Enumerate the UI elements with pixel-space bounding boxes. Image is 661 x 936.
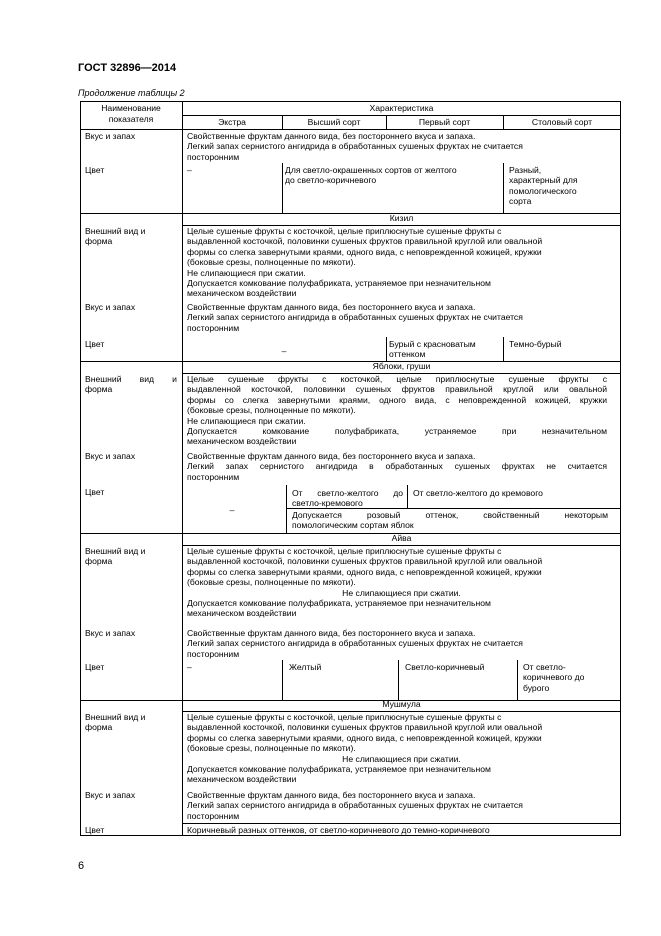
indicator-label: Цвет (85, 487, 105, 497)
table-rule-horizontal (286, 508, 621, 509)
indicator-header-line: показателя (108, 114, 154, 124)
table-rule-horizontal (182, 115, 621, 116)
table-rule-horizontal (182, 823, 621, 824)
characteristic-text: помологическим сортам яблок (292, 520, 414, 531)
table-rule-vertical (407, 485, 408, 508)
characteristic-text: формы со слегка завернутыми краями, одного вида, с неповрежденной кожицей, кружки (187, 732, 542, 743)
characteristic-text: Не слипающиеся при сжатии. (342, 587, 461, 598)
table-rule-vertical (503, 337, 504, 361)
table-rule-vertical (503, 163, 504, 213)
indicator-label: Внешний вид и (85, 712, 146, 722)
grade-header: Экстра (218, 117, 246, 127)
characteristic-text: Целые сушеные фрукты с косточкой, целые приплюснутые сушеные фрукты с (187, 226, 502, 236)
indicator-label: Внешний вид и (85, 546, 146, 556)
characteristic-text: Свойственные фруктам данного вида, без постороннего вкуса и запаха. (187, 302, 476, 312)
characteristic-text: механическом воздействии (187, 436, 297, 447)
characteristic-text: Свойственные фруктам данного вида, без постороннего вкуса и запаха. (187, 628, 476, 638)
characteristic-text: выдавленной косточкой, половинки сушеных фруктов правильной круглой или овальной (187, 384, 607, 395)
page-number: 6 (78, 860, 85, 872)
characteristic-text: Светло-коричневый (405, 662, 485, 672)
indicator-header-line: Наименование (101, 103, 161, 113)
table-continuation-caption: Продолжение таблицы 2 (78, 88, 185, 98)
characteristic-text: механическом воздействии (187, 288, 297, 299)
characteristic-text: Целые сушеные фрукты с косточкой, целые приплюснутые сушеные фрукты с (187, 712, 502, 722)
grade-header: Столовый сорт (531, 117, 593, 127)
characteristic-text: Бурый с красноватым (389, 339, 476, 349)
characteristic-text: Коричневый разных оттенков, от светло-коричневого до темно-коричневого (187, 825, 490, 835)
characteristic-text: Свойственные фруктам данного вида, без постороннего вкуса и запаха. (187, 790, 476, 800)
characteristic-text: Не слипающиеся при сжатии. (187, 267, 306, 278)
characteristic-text: (боковые срезы, полноценные по мякоти). (187, 743, 356, 754)
characteristic-text: посторонним (187, 151, 240, 162)
characteristic-text: выдавленной косточкой, половинки сушеных фруктов правильной круглой или овальной (187, 722, 543, 733)
fruit-section-title: Айва (391, 533, 412, 543)
indicator-label: Внешний вид и (85, 226, 146, 236)
fruit-section-title: Мушмула (382, 699, 421, 709)
characteristic-text: формы со слегка завернутыми краями, одного вида, с неповрежденной кожицей, кружки (187, 566, 542, 577)
table-rule-vertical (517, 660, 518, 700)
indicator-label: Вкус и запах (85, 131, 136, 141)
characteristics-header: Характеристика (369, 103, 434, 113)
characteristics-table (80, 101, 621, 836)
characteristic-text: Не слипающиеся при сжатии. (342, 753, 461, 764)
characteristic-text: – (187, 165, 192, 175)
characteristic-text: характерный для (509, 175, 578, 186)
characteristic-text: Допускается комкование полуфабриката, устраняемое при незначительном (187, 598, 491, 608)
indicator-label: форма (85, 556, 113, 567)
table-rule-horizontal (80, 101, 621, 102)
characteristic-text: посторонним (187, 322, 240, 333)
characteristic-text: коричневого до (523, 672, 585, 683)
characteristic-text: Легкий запах сернистого ангидрида в обработанных сушеных фруктах не считается (187, 312, 523, 323)
characteristic-text: От светло- (523, 662, 566, 672)
characteristic-text: помологического (509, 185, 577, 196)
table-rule-horizontal (80, 129, 621, 130)
indicator-label: Цвет (85, 165, 105, 175)
indicator-label: Цвет (85, 825, 105, 835)
table-rule-vertical (282, 163, 283, 213)
characteristic-text: – (187, 662, 192, 672)
table-rule-vertical (182, 101, 183, 836)
characteristic-text: – (281, 346, 287, 356)
table-rule-vertical (286, 485, 287, 533)
grade-header: Высший сорт (307, 117, 361, 127)
characteristic-text: Не слипающиеся при сжатии. (187, 415, 306, 426)
table-rule-vertical (282, 660, 283, 700)
characteristic-text: От светло-желтого до (292, 488, 403, 498)
characteristic-text: механическом воздействии (187, 774, 297, 785)
characteristic-text: Легкий запах сернистого ангидрида в обработанных сушеных фруктах не считается (187, 461, 607, 472)
indicator-label: Цвет (85, 662, 105, 672)
table-rule-vertical (80, 101, 81, 836)
characteristic-text: Желтый (289, 662, 322, 672)
characteristic-text: оттенком (389, 349, 426, 360)
indicator-label: форма (85, 384, 113, 395)
characteristic-text: механическом воздействии (187, 608, 297, 619)
characteristic-text: выдавленной косточкой, половинки сушеных фруктов правильной круглой или овальной (187, 236, 543, 247)
characteristic-text: посторонним (187, 471, 240, 482)
table-rule-vertical (398, 660, 399, 700)
indicator-label: форма (85, 236, 113, 247)
indicator-label: Вкус и запах (85, 628, 136, 638)
grade-header: Первый сорт (418, 117, 471, 127)
characteristic-text: Целые сушеные фрукты с косточкой, целые приплюснутые сушеные фрукты с (187, 374, 607, 384)
table-rule-vertical (386, 115, 387, 129)
characteristic-text: Легкий запах сернистого ангидрида в обработанных сушеных фруктах не считается (187, 638, 523, 649)
document-title: ГОСТ 32896—2014 (78, 62, 177, 74)
table-rule-vertical (620, 101, 621, 836)
characteristic-text: формы со слегка завернутыми краями, одного вида, с неповрежденной кожицей, кружки (187, 246, 542, 257)
characteristic-text: Допускается комкование полуфабриката, устраняемое при незначительном (187, 278, 491, 288)
indicator-label: Внешний вид и (85, 374, 177, 384)
characteristic-text: Допускается комкование полуфабриката, устраняемое при незначительном (187, 426, 607, 436)
indicator-label: Вкус и запах (85, 302, 136, 312)
indicator-label: Вкус и запах (85, 451, 136, 461)
fruit-section-title: Кизил (389, 213, 414, 223)
characteristic-text: светло-кремового (292, 498, 363, 509)
characteristic-text: Допускается розовый оттенок, свойственный некоторым (292, 510, 608, 520)
characteristic-text: Для светло-окрашенных сортов от желтого (285, 165, 457, 175)
characteristic-text: (боковые срезы, полноценные по мякоти). (187, 257, 356, 268)
characteristic-text: формы со слегка завернутыми краями, одного вида, с неповрежденной кожицей, кружки (187, 394, 607, 405)
characteristic-text: (боковые срезы, полноценные по мякоти). (187, 405, 356, 416)
table-rule-vertical (503, 115, 504, 129)
characteristic-text: выдавленной косточкой, половинки сушеных фруктов правильной круглой или овальной (187, 556, 543, 567)
indicator-label: Цвет (85, 339, 105, 349)
fruit-section-title: Яблоки, груши (372, 361, 431, 371)
characteristic-text: Разный, (509, 165, 542, 175)
characteristic-text: Темно-бурый (509, 339, 562, 349)
characteristic-text: посторонним (187, 648, 240, 659)
table-rule-vertical (386, 337, 387, 361)
characteristic-text: (боковые срезы, полноценные по мякоти). (187, 577, 356, 588)
indicator-label: Вкус и запах (85, 790, 136, 800)
characteristic-text: – (229, 505, 235, 515)
indicator-label: форма (85, 722, 113, 733)
characteristic-text: Свойственные фруктам данного вида, без постороннего вкуса и запаха. (187, 131, 476, 141)
table-rule-vertical (282, 115, 283, 129)
characteristic-text: сорта (509, 196, 532, 207)
characteristic-text: бурого (523, 682, 550, 693)
characteristic-text: Легкий запах сернистого ангидрида в обработанных сушеных фруктах не считается (187, 800, 523, 811)
characteristic-text: Целые сушеные фрукты с косточкой, целые приплюснутые сушеные фрукты с (187, 546, 502, 556)
characteristic-text: Допускается комкование полуфабриката, устраняемое при незначительном (187, 764, 491, 774)
characteristic-text: до светло-коричневого (285, 175, 377, 186)
characteristic-text: Легкий запах сернистого ангидрида в обработанных сушеных фруктах не считается (187, 141, 523, 152)
characteristic-text: Свойственные фруктам данного вида, без постороннего вкуса и запаха. (187, 451, 476, 461)
characteristic-text: От светло-желтого до кремового (413, 488, 543, 498)
characteristic-text: посторонним (187, 810, 240, 821)
